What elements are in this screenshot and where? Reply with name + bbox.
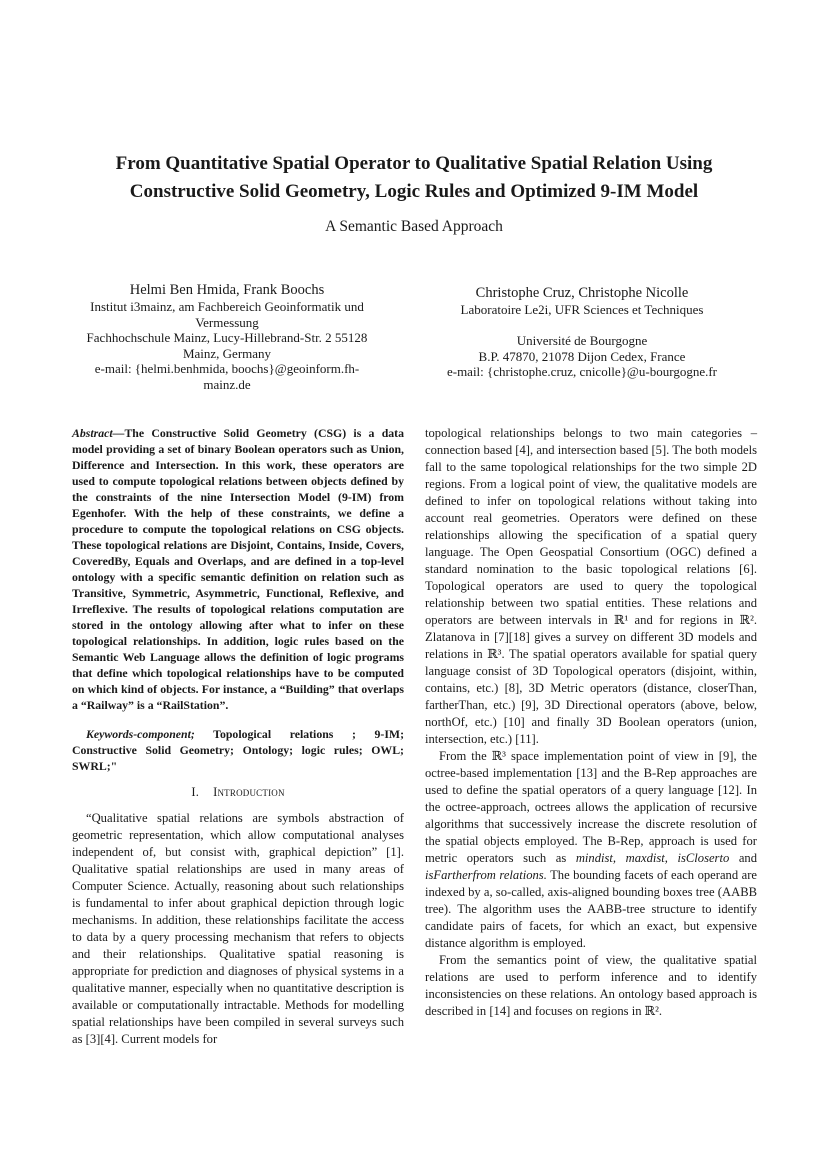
abstract — [72, 425, 404, 713]
abstract-label: Abstract— — [72, 426, 125, 440]
body-paragraph — [425, 952, 757, 1020]
paragraph-text: space implementation point of view in [9], the octree-based implementation [13] and the B-Rep approaches are used to define the spatial operators of a query language [12]. In the octree-approach, octrees allows the application of recursive algorithms that successively increase the discrete resolution of the spatial objects employed. The B-Rep, approach is used for metric operators such as — [425, 749, 757, 865]
email-line: mainz.de — [203, 376, 251, 392]
body-paragraph: “Qualitative spatial relations are symbols abstraction of geometric representation, which allow computational analyses independent of, but consist with, graphical depiction” [1]. Qualitative spatial relationships are used in many areas of Computer Science. Actually, reasoning about such relationships is fundamental to infer about graphical depiction through logic mechanisms. In addition, these relationships facilitate the access to data by a query processing mechanism that refers to objects and their relationships. Qualitative spatial reasoning is appropriate for prediction and diagnoses of physical systems in a qualitative manner, especially when no quantitative description is available or computationally intractable. Methods for modelling spatial relationships have been compiled in several surveys such as [3][4]. Current models for — [72, 811, 404, 1046]
affiliation-line: Fachhochschule Mainz, Lucy-Hillebrand-Str. 2 55128 — [86, 330, 368, 346]
keywords — [72, 726, 404, 774]
paragraph-text: and — [729, 851, 757, 865]
affiliation-line: Mainz, Germany — [182, 345, 272, 361]
paragraph-text: From the — [439, 749, 492, 763]
keywords-label: Keywords-component; — [86, 727, 195, 741]
paper-title-line-1: From Quantitative Spatial Operator to Qualitative Spatial Relation Using — [115, 153, 713, 174]
left-column — [72, 425, 404, 1048]
author-block-right — [432, 285, 732, 380]
affiliation-line: Institut i3mainz, am Fachbereich Geoinformatik und — [90, 299, 364, 314]
section-heading — [72, 784, 404, 801]
email-line: e-mail: {helmi.benhmida, boochs}@geoinform.fh- — [94, 361, 360, 377]
affiliation-spacer — [432, 318, 732, 334]
paragraph-text: and for regions in — [628, 613, 740, 627]
paragraph-text: The bounding facets of each operand are indexed by a, so-called, axis-aligned bounding boxes tree (AABB tree). The algorithm uses the AABB-tree structure to identify candidate pairs of facets, for which an exact, but expensive distance algorithm is employed. — [425, 868, 757, 950]
math-symbol: ℝ² — [644, 1004, 659, 1018]
paragraph-text: topological relationships belongs to two main categories – connection based [4], and intersection based [5]. The both models fall to the same topological relationships for the two simple 2D regions. From a logical point of view, the qualitative models are defined to infer on topological relations without taking into account real geometries. Operators were defined on these relationships allowing the specification of a spatial query language. The Open Geospatial Consortium (OGC) defined a standard nomination to the basic topological relations [6]. Topological operators are used to query the topological relationship between two spatial entities. These relations and operators are between intervals in — [425, 426, 757, 627]
section-number: I. — [191, 785, 200, 799]
paper-title-line-2: Constructive Solid Geometry, Logic Rules and Optimized 9-IM Model — [129, 181, 699, 202]
math-symbol: ℝ³ — [491, 749, 506, 763]
paragraph-text: . Zlatanova in [7][18] gives a survey on different 3D models and relations in — [425, 613, 758, 661]
math-symbol: ℝ³ — [487, 647, 502, 661]
author-block-left — [72, 282, 382, 393]
affiliation-line: Université de Bourgogne — [516, 333, 648, 349]
affiliation-line: Laboratoire Le2i, UFR Sciences et Techniques — [460, 302, 704, 317]
right-column — [425, 425, 757, 1020]
math-symbol: ℝ¹ — [613, 613, 629, 627]
math-symbol: ℝ² — [739, 613, 754, 627]
section-title: Introduction — [213, 785, 285, 799]
paragraph-text: . — [658, 1004, 663, 1018]
keywords-text: Topological relations ; 9-IM; Constructive Solid Geometry; Ontology; logic rules; OWL; SWRL;" — [72, 727, 404, 773]
body-paragraph — [425, 425, 757, 748]
paper-title — [60, 150, 768, 206]
paragraph-text: From the semantics point of view, the qualitative spatial relations are used to perform inference and to identify inconsistencies on these relations. An ontology based approach is described in [14] and focuses on regions in — [425, 953, 757, 1018]
body-paragraph — [425, 748, 757, 952]
abstract-text: The Constructive Solid Geometry (CSG) is a data model providing a set of binary Boolean operators such as Union, Difference and Intersection. In this work, these operators are used to compute topological relations between objects defined by the constraints of the nine Intersection Model (9-IM) from Egenhofer. With the help of these constraints, we define a procedure to compute the topological relations on CSG objects. These topological relations are Disjoint, Contains, Inside, Covers, CoveredBy, Equals and Overlaps, and are defined in a top-level ontology with a specific semantic definition on relation such as Transitive, Symmetric, Asymmetric, Functional, Reflexive, and Irreflexive. The results of topological relations computation are stored in the ontology allowing after what to infer on these topological relationships. In addition, logic rules based on the Semantic Web Language allows the definition of logic programs that define which topological relationships have to be computed on which kind of objects. For instance, a “Building” that overlaps a “Railway” is a “RailStation”. — [72, 426, 404, 712]
affiliation-line: B.P. 47870, 21078 Dijon Cedex, France — [478, 348, 686, 364]
author-names-left: Helmi Ben Hmida, Frank Boochs — [129, 282, 325, 298]
affiliation-line: Vermessung — [195, 314, 259, 330]
italic-terms: isFartherfrom relations. — [425, 868, 547, 882]
email-line: e-mail: {christophe.cruz, cnicolle}@u-bourgogne.fr — [446, 364, 718, 380]
paragraph-text: . The spatial operators available for spatial query language consist of 3D Topological operators (disjoint, within, contains, etc.) [8], 3D Metric operators (distance, closerThan, fartherThan, etc.) [9], 3D Directional operators (above, below, northOf, etc.) [10] and finally 3D Boolean operators (union, intersection, etc.) [11]. — [425, 647, 757, 746]
author-names-right: Christophe Cruz, Christophe Nicolle — [475, 285, 689, 301]
italic-terms: mindist, maxdist, isCloserto — [575, 851, 730, 865]
paper-subtitle: A Semantic Based Approach — [325, 218, 503, 235]
